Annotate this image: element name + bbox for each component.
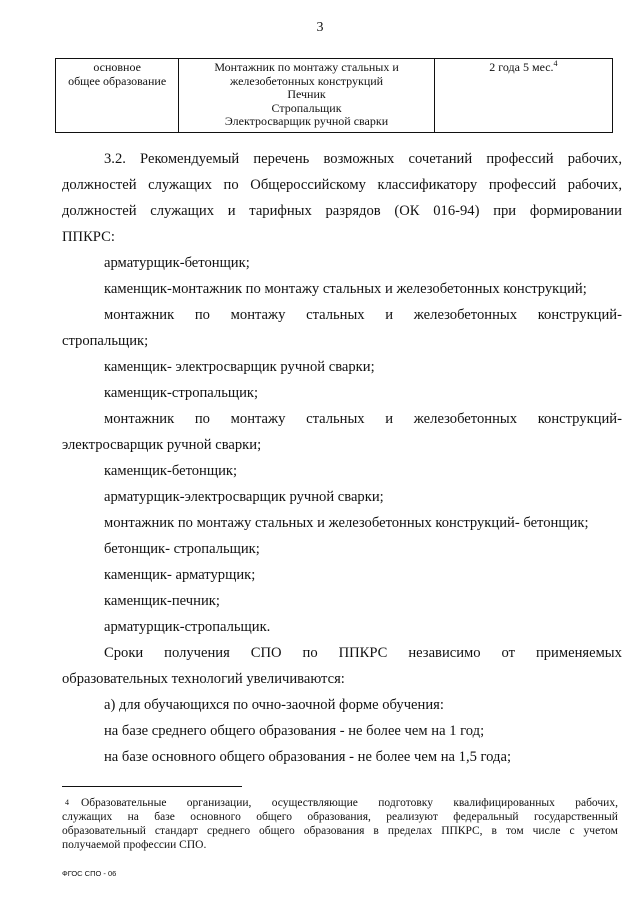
- word: (ОК: [394, 203, 420, 219]
- paragraph-line: [62, 172, 622, 198]
- page-number: 3: [316, 20, 324, 35]
- word: ППКРС,: [441, 825, 483, 837]
- paragraph-line: а) для обучающихся по очно-заочной форме обучения:: [104, 697, 444, 713]
- word: общего: [256, 811, 292, 823]
- list-item: каменщик- электросварщик ручной сварки;: [104, 359, 375, 375]
- main-text: [62, 146, 622, 770]
- word: независимо: [408, 645, 481, 661]
- word: числе: [532, 825, 561, 837]
- paragraph-line: [62, 146, 622, 172]
- word: служащих: [150, 203, 215, 219]
- word: среднего: [206, 825, 251, 837]
- list-item: каменщик-стропальщик;: [104, 385, 259, 401]
- footnote-line: [62, 810, 618, 824]
- qualification-table: [55, 58, 613, 133]
- word: монтажник: [104, 307, 175, 323]
- footnote-word: квалифицированных: [453, 797, 555, 809]
- word: и: [227, 203, 236, 219]
- footnote-line: получаемой профессии СПО.: [62, 839, 207, 851]
- footnote-word: осуществляющие: [271, 797, 358, 809]
- word: профессий: [486, 151, 554, 167]
- list-item: арматурщик-стропальщик.: [104, 619, 271, 635]
- duration-cell: [434, 59, 612, 133]
- word: при: [493, 203, 517, 219]
- word: Сроки: [104, 645, 144, 661]
- footnote-divider: [62, 786, 242, 787]
- word: конструкций-: [537, 411, 622, 427]
- footnote-word: Образовательные: [81, 797, 167, 809]
- word: тарифных: [249, 203, 312, 219]
- word: реализуют: [386, 811, 438, 823]
- paragraph-line: [62, 640, 622, 666]
- footnote-first-word-group: [62, 796, 166, 810]
- word: 3.2.: [104, 151, 126, 167]
- word: учетом: [583, 825, 618, 837]
- list-item: арматурщик-электросварщик ручной сварки;: [104, 489, 384, 505]
- footnote-line: [62, 824, 618, 838]
- table-row: [56, 59, 613, 133]
- footnote-mark: 4: [65, 798, 69, 807]
- word: на: [127, 811, 139, 823]
- word: применяемых: [535, 645, 622, 661]
- word: рабочих,: [567, 177, 622, 193]
- list-item: каменщик-печник;: [104, 593, 220, 609]
- word: государственный: [533, 811, 618, 823]
- word: стандарт: [154, 825, 198, 837]
- word: том: [505, 825, 524, 837]
- word: стальных: [306, 307, 365, 323]
- word: Общероссийскому: [250, 177, 366, 193]
- footnote-word: рабочих,: [575, 797, 618, 809]
- list-item: монтажник по монтажу стальных и железобетонных конструкций- бетонщик;: [104, 515, 589, 531]
- word: возможных: [323, 151, 395, 167]
- word: от: [501, 645, 515, 661]
- word: служащих: [62, 811, 113, 823]
- paragraph-line: ППКРС:: [62, 229, 115, 245]
- word: разрядов: [325, 203, 381, 219]
- list-item-continuation: электросварщик ручной сварки;: [62, 437, 262, 453]
- word: стальных: [306, 411, 365, 427]
- word: получения: [164, 645, 230, 661]
- footnote: [62, 796, 618, 852]
- word: конструкций-: [537, 307, 622, 323]
- word: железобетонных: [413, 307, 517, 323]
- word: Рекомендуемый: [140, 151, 240, 167]
- word: образовательный: [62, 825, 146, 837]
- list-item: каменщик-бетонщик;: [104, 463, 238, 479]
- list-item: [62, 406, 622, 432]
- word: перечень: [253, 151, 310, 167]
- list-item: каменщик-монтажник по монтажу стальных и железобетонных конструкций;: [104, 281, 587, 297]
- paragraph-line: на базе основного общего образования - не более чем на 1,5 года;: [104, 749, 512, 765]
- paragraph-line: образовательных технологий увеличиваются:: [62, 671, 345, 687]
- word: профессий: [488, 177, 557, 193]
- word: образования: [303, 825, 365, 837]
- word: рабочих,: [567, 151, 622, 167]
- cell-line: общее образование: [68, 73, 167, 88]
- paragraph-line: на базе среднего общего образования - не более чем на 1 год;: [104, 723, 485, 739]
- word: служащих: [148, 177, 212, 193]
- duration-text: 2 года 5 мес.: [489, 60, 554, 74]
- footnote-line: [62, 796, 618, 810]
- word: 016-94): [433, 203, 480, 219]
- document-code: ФГОС СПО - 06: [62, 869, 117, 878]
- word: должностей: [62, 203, 137, 219]
- word: монтажник: [104, 411, 175, 427]
- word: по: [223, 177, 239, 193]
- word: основного: [190, 811, 241, 823]
- list-item: каменщик- арматурщик;: [104, 567, 256, 583]
- word: классификатору: [377, 177, 478, 193]
- word: СПО: [250, 645, 282, 661]
- list-item: арматурщик-бетонщик;: [104, 255, 250, 271]
- word: федеральный: [453, 811, 519, 823]
- cell-line: Монтажник по монтажу стальных и: [214, 60, 399, 74]
- word: железобетонных: [413, 411, 517, 427]
- word: должностей: [62, 177, 137, 193]
- word: и: [385, 411, 394, 427]
- word: пределах: [387, 825, 433, 837]
- word: монтажу: [230, 307, 286, 323]
- word: общего: [259, 825, 295, 837]
- word: формировании: [529, 203, 622, 219]
- word: с: [569, 825, 575, 837]
- footnote-word: организации,: [186, 797, 252, 809]
- education-level-cell: [56, 59, 179, 133]
- paragraph-line: [62, 198, 622, 224]
- word: по: [194, 411, 210, 427]
- cell-line: Электросварщик ручной сварки: [224, 114, 389, 128]
- word: ППКРС: [338, 645, 388, 661]
- word: по: [302, 645, 318, 661]
- footnote-reference: 4: [553, 59, 558, 68]
- list-item: [62, 302, 622, 328]
- cell-line: Печник: [287, 87, 326, 101]
- word: образования,: [307, 811, 371, 823]
- word: базе: [154, 811, 175, 823]
- word: сочетаний: [408, 151, 473, 167]
- list-item-continuation: стропальщик;: [62, 333, 149, 349]
- word: в: [491, 825, 497, 837]
- word: в: [373, 825, 379, 837]
- list-item: бетонщик- стропальщик;: [104, 541, 260, 557]
- word: и: [385, 307, 394, 323]
- cell-line: железобетонных конструкций: [229, 73, 384, 88]
- word: по: [194, 307, 210, 323]
- footnote-word: подготовку: [378, 797, 433, 809]
- professions-cell: [179, 59, 435, 133]
- cell-line: Стропальщик: [271, 100, 342, 115]
- cell-line: основное: [93, 60, 141, 74]
- word: монтажу: [230, 411, 286, 427]
